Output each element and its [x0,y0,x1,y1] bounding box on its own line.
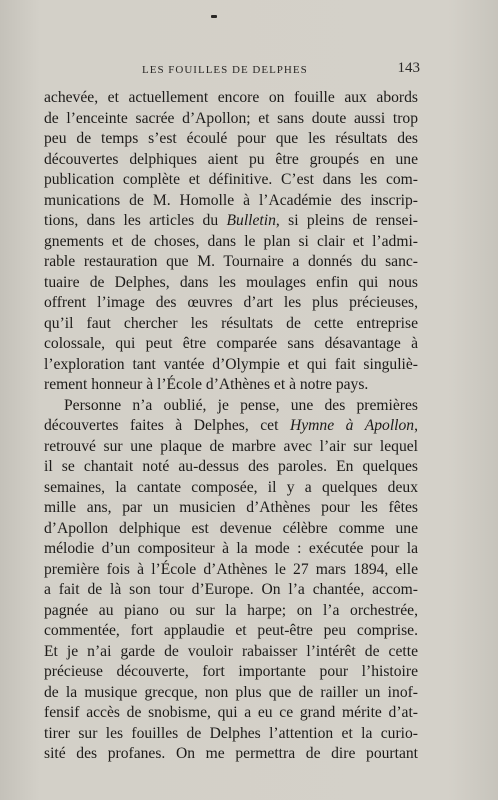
text-line: achevée, et actuellement encore on fouille aux abords [44,89,418,106]
text-line: tuaire de Delphes, dans les moulages enfin qui nous [44,273,418,291]
page-number: 143 [397,60,420,76]
text-line: première fois à l’École d’Athènes le 27 mars 1894, elle [44,560,418,578]
text-line: fensif accès de snobisme, qui a eu ce grand mérite d’at- [44,704,418,721]
text-line: sité des profanes. On me permettra de dire pourtant [44,745,418,762]
text-line: l’exploration tant vantée d’Olympie et qui fait singuliè- [44,355,418,373]
text-line: publication complète et définitive. C’est dans les com- [44,171,418,188]
italic-title: Bulletin [226,212,276,229]
text-line: gnements et de choses, dans le plan si clair et l’admi- [44,232,418,250]
text-line: mélodie d’un compositeur à la mode : exécutée pour la [44,540,418,557]
text-line: colossale, qui peut être comparée sans désavantage à [44,335,418,352]
ink-mark [211,15,217,18]
text-line: de la musique grecque, non plus que de railler un inof- [44,683,418,701]
text-line: tions, dans les articles du Bulletin, si pleins de rensei- [44,212,418,229]
running-head: LES FOUILLES DE DELPHES [142,64,308,76]
text-line: tirer sur les fouilles de Delphes l’attention et la curio- [44,724,418,742]
text-line: retrouvé sur une plaque de marbre avec l’air sur lequel [44,437,418,455]
page-header [40,60,420,80]
body-text [44,88,418,765]
text-line: d’Apollon delphique est devenue célèbre comme une [44,519,418,537]
text-line: peu de temps s’est écoulé pour que les résultats des [44,130,418,147]
text-line: offrent l’image des œuvres d’art les plus précieuses, [44,294,418,311]
text-line: semaines, la cantate composée, il y a quelques deux [44,478,418,496]
text-line: Personne n’a oublié, je pense, une des premières [64,396,418,414]
text-line: Et je n’ai garde de vouloir rabaisser l’intérêt de cette [44,642,418,660]
text-line: commentée, fort applaudie et peut-être peu comprise. [44,622,418,639]
text-line: il se chantait noté au-dessus des paroles. En quelques [44,458,418,475]
text-line: pagnée au piano ou sur la harpe; on l’a orchestrée, [44,601,418,619]
text-line: munications de M. Homolle à l’Académie des inscrip- [44,191,418,209]
text-line: qu’il faut chercher les résultats de cette entreprise [44,314,418,332]
text-line: a fait de là son tour d’Europe. On l’a chantée, accom- [44,581,418,598]
text-line: mille ans, par un musicien d’Athènes pour les fêtes [44,499,418,516]
text-line: découvertes faites à Delphes, cet Hymne à Apollon, [44,417,418,434]
text-line: de l’enceinte sacrée d’Apollon; et sans doute aussi trop [44,109,418,127]
text-line: précieuse découverte, fort importante pour l’histoire [44,663,418,680]
text-line: rement honneur à l’École d’Athènes et à notre pays. [44,376,369,393]
italic-title: Hymne à Apollon [289,417,415,434]
text-line: rable restauration que M. Tournaire a donnés du sanc- [44,253,418,270]
text-line: découvertes delphiques aient pu être groupés en une [44,150,418,168]
